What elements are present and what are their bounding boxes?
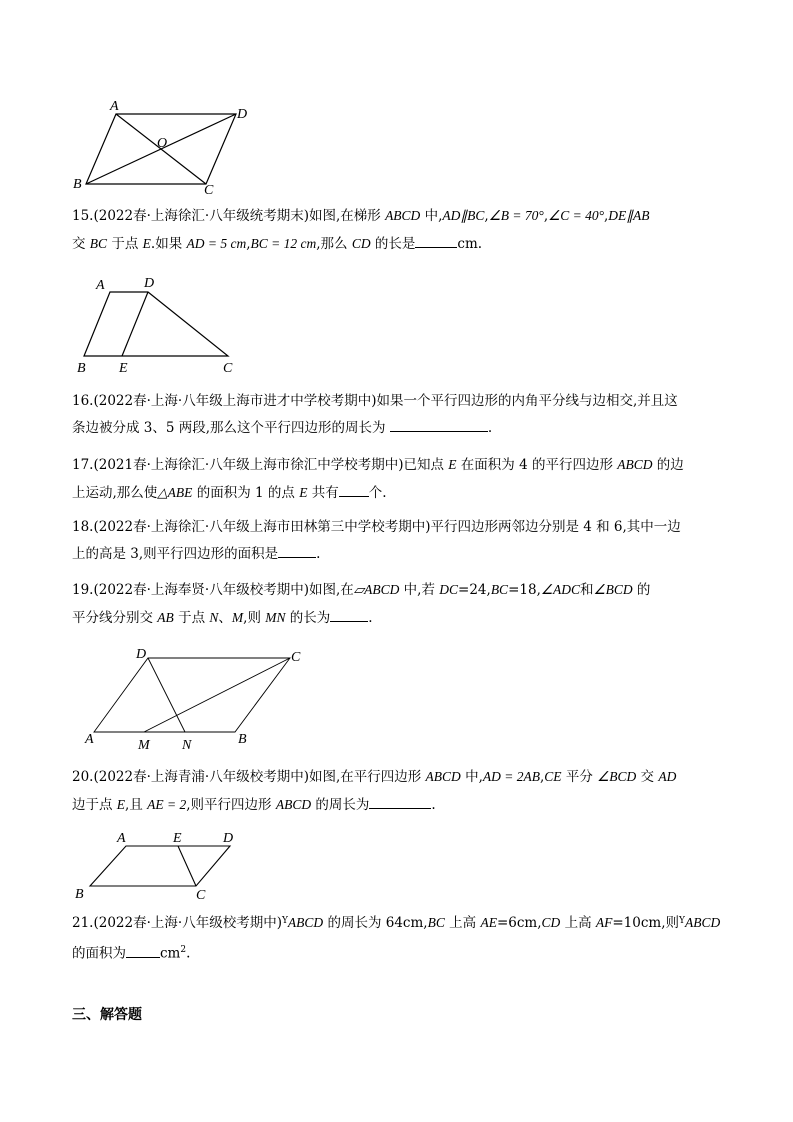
- text: 交: [72, 236, 90, 252]
- answer-blank[interactable]: [369, 794, 431, 809]
- text: 上高: [560, 915, 596, 931]
- question-number: 18.: [72, 519, 94, 535]
- math: AE = 2: [147, 797, 187, 812]
- label-M: M: [138, 738, 150, 753]
- question-19: [72, 576, 722, 632]
- math: ABCD: [275, 797, 312, 812]
- text: (2022春·上海·八年级校考期中): [93, 915, 282, 931]
- text: .: [487, 420, 493, 436]
- answer-blank[interactable]: [278, 543, 316, 558]
- label-C: C: [223, 361, 233, 376]
- math: ∠BCD: [593, 582, 633, 597]
- label-A: A: [85, 732, 94, 747]
- math: BC: [427, 915, 445, 930]
- math: ∠B = 70°: [488, 208, 544, 223]
- text: 在面积为 4 的平行四边形: [456, 457, 618, 473]
- text: 中,若: [399, 582, 440, 598]
- answer-blank[interactable]: [330, 607, 368, 622]
- text: (2022春·上海青浦·八年级校考期中)如图,在平行四边形: [93, 769, 426, 785]
- label-A: A: [117, 831, 126, 846]
- text: ,那么: [316, 236, 352, 252]
- text: ,: [603, 208, 609, 224]
- math: E: [448, 457, 457, 472]
- math: BC: [89, 236, 108, 251]
- text: 共有: [307, 485, 339, 501]
- text: .: [186, 945, 191, 962]
- label-A: A: [110, 99, 119, 114]
- answer-blank[interactable]: [390, 417, 488, 432]
- text: .如果: [150, 236, 187, 252]
- text: ,且: [125, 797, 148, 813]
- question-number: 16.: [72, 393, 94, 409]
- text: 中,: [420, 208, 443, 224]
- text: ,: [543, 208, 549, 224]
- text: (2022春·上海奉贤·八年级校考期中)如图,在: [93, 582, 354, 598]
- label-C: C: [196, 888, 206, 903]
- answer-blank[interactable]: [339, 482, 369, 497]
- text: .: [316, 546, 321, 562]
- math: CE: [544, 769, 562, 784]
- text: 的面积为: [72, 945, 126, 962]
- figure-parallelogram-diagonals: [70, 96, 270, 196]
- math: ∠BCD: [597, 769, 637, 784]
- label-B: B: [73, 177, 82, 192]
- math: AD = 5 cm: [186, 236, 247, 251]
- text: ,则平行四边形: [186, 797, 276, 813]
- label-D: D: [144, 276, 155, 291]
- text: 的周长为: [311, 797, 370, 813]
- text: cm: [160, 945, 181, 962]
- label-E: E: [173, 831, 182, 846]
- text: =10cm,则: [612, 915, 680, 931]
- math: MN: [265, 610, 286, 625]
- text: 、: [218, 610, 232, 626]
- math: E: [299, 485, 308, 500]
- math: AB: [157, 610, 174, 625]
- math: E: [116, 797, 126, 812]
- figure-parallelogram-bisectors: [78, 640, 318, 755]
- label-B: B: [75, 887, 84, 902]
- text: 交: [636, 769, 659, 785]
- question-16: [72, 388, 722, 442]
- text: 的周长为 64cm,: [323, 915, 428, 931]
- question-20: [72, 763, 722, 819]
- label-D: D: [223, 831, 234, 846]
- label-B: B: [77, 361, 86, 376]
- math: ABCD: [287, 915, 324, 930]
- figure-trapezoid: [70, 272, 250, 377]
- answer-blank[interactable]: [126, 943, 160, 958]
- question-15: [72, 202, 722, 258]
- math: M: [231, 610, 244, 625]
- text: 上高: [444, 915, 481, 931]
- math: △ABE: [157, 485, 193, 500]
- text: 于点: [173, 610, 210, 626]
- question-number: 21.: [72, 915, 94, 931]
- text: ,: [540, 769, 545, 785]
- question-number: 15.: [72, 208, 94, 224]
- math: ABCD: [425, 769, 461, 784]
- math: ABCD: [684, 915, 721, 930]
- label-D: D: [136, 647, 147, 662]
- text: (2022春·上海徐汇·八年级上海市田林第三中学校考期中)平行四边形两邻边分别是 4 和 6,其中一边: [93, 519, 681, 535]
- text: ,: [484, 208, 489, 224]
- text: (2021春·上海徐汇·八年级上海市徐汇中学校考期中)已知点: [93, 457, 449, 473]
- label-C: C: [204, 183, 214, 198]
- text: cm.: [457, 236, 483, 252]
- text: .: [368, 610, 373, 626]
- text: 的面积为 1 的点: [192, 485, 300, 501]
- text: =24,: [458, 582, 491, 598]
- question-number: 19.: [72, 582, 94, 598]
- math: ∠C = 40°: [548, 208, 604, 223]
- text: .: [431, 797, 436, 813]
- text: =6cm,: [496, 915, 542, 931]
- question-number: 20.: [72, 769, 94, 785]
- text: 上的高是 3,则平行四边形的面积是: [72, 546, 279, 562]
- text: 个.: [368, 485, 387, 501]
- math: AD = 2AB: [482, 769, 540, 784]
- text: 的长为: [285, 610, 331, 626]
- math: BC: [490, 582, 509, 597]
- question-18: [72, 514, 722, 568]
- math: BC = 12 cm: [250, 236, 317, 251]
- text: 平分线分别交: [72, 610, 158, 626]
- question-number: 17.: [72, 457, 94, 473]
- text: 中,: [460, 769, 483, 785]
- superscript: 2: [180, 945, 187, 955]
- label-N: N: [182, 738, 192, 753]
- text: 平分: [561, 769, 598, 785]
- text: 的: [632, 582, 651, 598]
- parallelogram-symbol: Y: [679, 916, 685, 926]
- question-17: [72, 451, 722, 507]
- label-O: O: [157, 136, 168, 151]
- label-D: D: [237, 107, 248, 122]
- math: E: [142, 236, 151, 251]
- question-source: (2022春·上海徐汇·八年级统考期末): [93, 208, 309, 224]
- math: AD: [658, 769, 677, 784]
- answer-blank[interactable]: [415, 233, 457, 248]
- text: 条边被分成 3、5 两段,那么这个平行四边形的周长为: [72, 420, 386, 436]
- math: ▱ABCD: [353, 582, 400, 597]
- math: CD: [541, 915, 561, 930]
- label-E: E: [119, 361, 128, 376]
- label-A: A: [96, 278, 105, 293]
- math: ABCD: [617, 457, 653, 472]
- label-C: C: [291, 650, 301, 665]
- text: 边于点: [72, 797, 117, 813]
- parallelogram-symbol: Y: [281, 916, 288, 926]
- text: 上运动,那么使: [72, 485, 158, 501]
- section-title: 三、解答题: [72, 1007, 142, 1023]
- text: ,: [246, 236, 251, 252]
- text: 和: [579, 582, 594, 598]
- math: CD: [351, 236, 371, 251]
- math: DE∥AB: [608, 208, 650, 223]
- figure-parallelogram-ce: [70, 826, 250, 906]
- math: AD∥BC: [442, 208, 485, 223]
- text: 于点: [107, 236, 143, 252]
- math: ABCD: [385, 208, 421, 223]
- math: ∠ADC: [540, 582, 580, 597]
- question-21: [72, 908, 722, 968]
- text: 的长是: [370, 236, 416, 252]
- text: 的边: [652, 457, 684, 473]
- text: ,则: [243, 610, 266, 626]
- math: AE: [480, 915, 497, 930]
- math: N: [209, 610, 219, 625]
- text: =18,: [508, 582, 541, 598]
- text: 如图,在梯形: [308, 208, 386, 224]
- text: (2022春·上海·八年级上海市进才中学校考期中)如果一个平行四边形的内角平分线与边相交,并且这: [93, 393, 678, 409]
- label-B: B: [238, 732, 247, 747]
- math: AF: [595, 915, 613, 930]
- math: DC: [439, 582, 459, 597]
